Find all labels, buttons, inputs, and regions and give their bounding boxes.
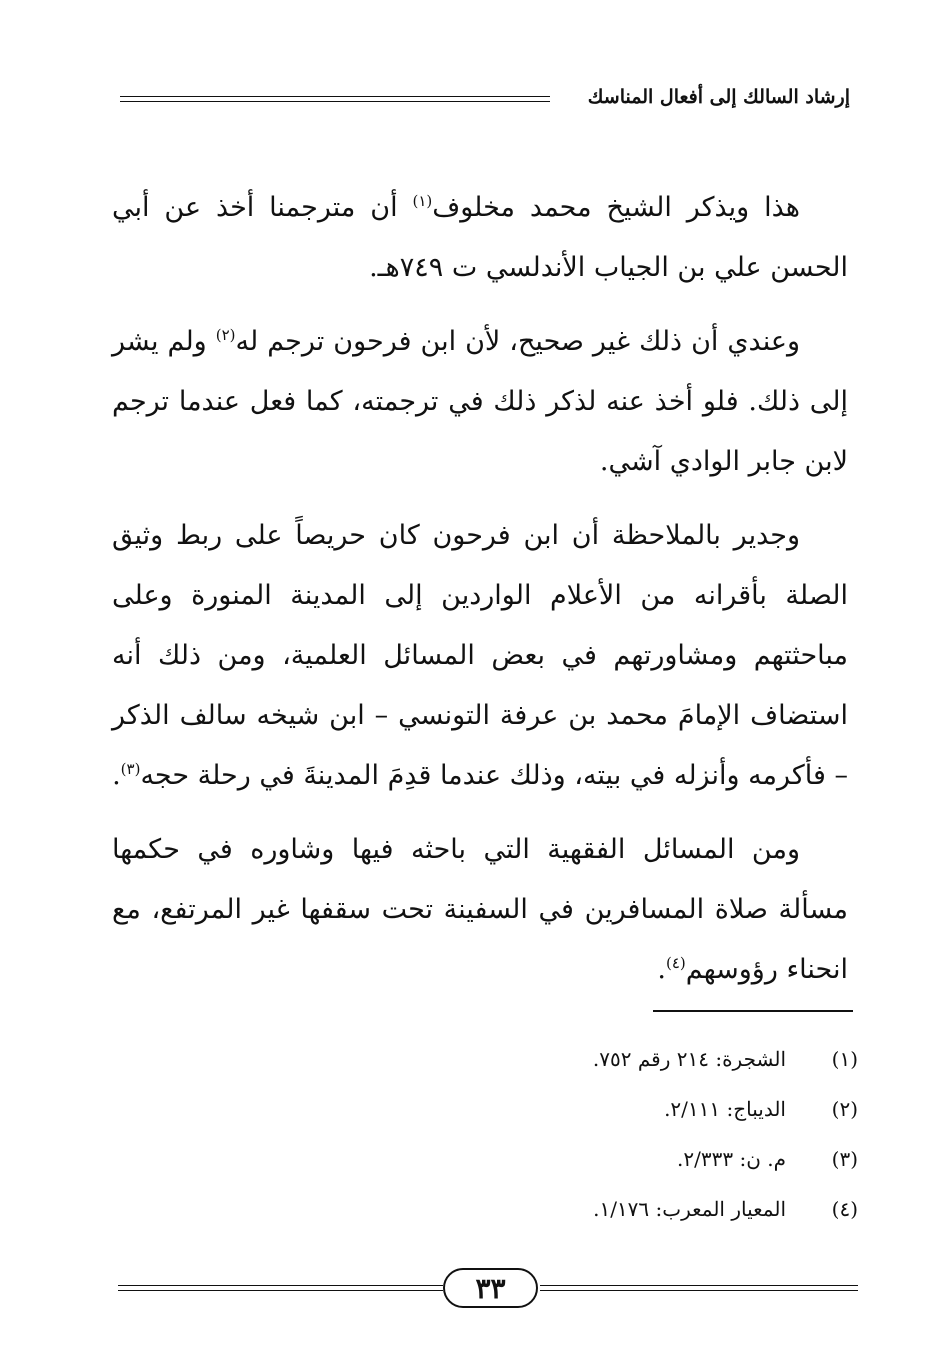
paragraph-2 <box>112 312 848 492</box>
footnote-separator <box>653 1010 853 1012</box>
footnote-item <box>358 1134 858 1184</box>
footnote-item <box>358 1034 858 1084</box>
page-number-badge <box>443 1268 538 1308</box>
paragraph-3-text-a: وجدير بالملاحظة أن ابن فرحون كان حريصاً على ربط وثيق الصلة بأقرانه من الأعلام الواردين إلى المدينة المنورة وعلى مباحثتهم ومشاورتهم في بعض المسائل العلمية، ومن ذلك أنه استضاف الإمامَ محمد بن عرفة التونسي – ابن شيخه سالف الذكر – فأكرمه وأنزله في بيته، وذلك عندما قدِمَ المدينةَ في رحلة حجه <box>112 520 848 791</box>
footnote-number: (٤) <box>831 1197 858 1221</box>
header-double-rule <box>120 96 550 102</box>
paragraph-4-text-a: ومن المسائل الفقهية التي باحثه فيها وشاوره في حكمها مسألة صلاة المسافرين في السفينة تحت سقفها غير المرتفع، مع انحناء رؤوسهم <box>112 834 848 985</box>
running-header-title: إرشاد السالك إلى أفعال المناسك <box>587 86 850 108</box>
paragraph-1 <box>112 178 848 298</box>
paragraph-2-text-a: وعندي أن ذلك غير صحيح، لأن ابن فرحون ترجم له <box>235 326 800 357</box>
footnote-text: الشجرة: ٢١٤ رقم ٧٥٢. <box>592 1047 786 1071</box>
footnote-ref-4: (٤) <box>665 954 686 972</box>
footnote-item <box>358 1084 858 1134</box>
footnote-number: (٣) <box>831 1147 858 1171</box>
paragraph-2-text-b: ولم يشر إلى ذلك. فلو أخذ عنه لذكر ذلك في ترجمته، كما فعل عندما ترجم لابن جابر الوادي آشي. <box>112 326 848 477</box>
footnote-item <box>358 1184 858 1234</box>
footnote-ref-1: (١) <box>412 192 433 210</box>
footer-rule-right <box>540 1285 858 1291</box>
footer-rule-left <box>118 1285 443 1291</box>
footnotes-list <box>358 1034 858 1234</box>
footnote-ref-2: (٢) <box>215 326 236 344</box>
footnote-number: (١) <box>831 1047 858 1071</box>
footnote-ref-3: (٣) <box>120 760 141 778</box>
paragraph-1-text-b: أن مترجمنا أخذ عن أبي الحسن علي بن الجياب الأندلسي ت ٧٤٩هـ. <box>112 192 848 283</box>
footnote-text: الديباج: ٢/١١١. <box>664 1097 786 1121</box>
footnote-number: (٢) <box>831 1097 858 1121</box>
paragraph-4-text-b: . <box>657 954 666 985</box>
paragraph-1-text-a: هذا ويذكر الشيخ محمد مخلوف <box>432 192 800 223</box>
paragraph-3 <box>112 506 848 806</box>
body-text <box>112 178 848 1000</box>
footnote-text: م. ن: ٢/٣٣٣. <box>677 1147 786 1171</box>
footnote-text: المعيار المعرب: ١/١٧٦. <box>593 1197 786 1221</box>
paragraph-3-text-b: . <box>112 760 121 791</box>
page-number: ٣٣ <box>475 1271 506 1305</box>
paragraph-4 <box>112 820 848 1000</box>
